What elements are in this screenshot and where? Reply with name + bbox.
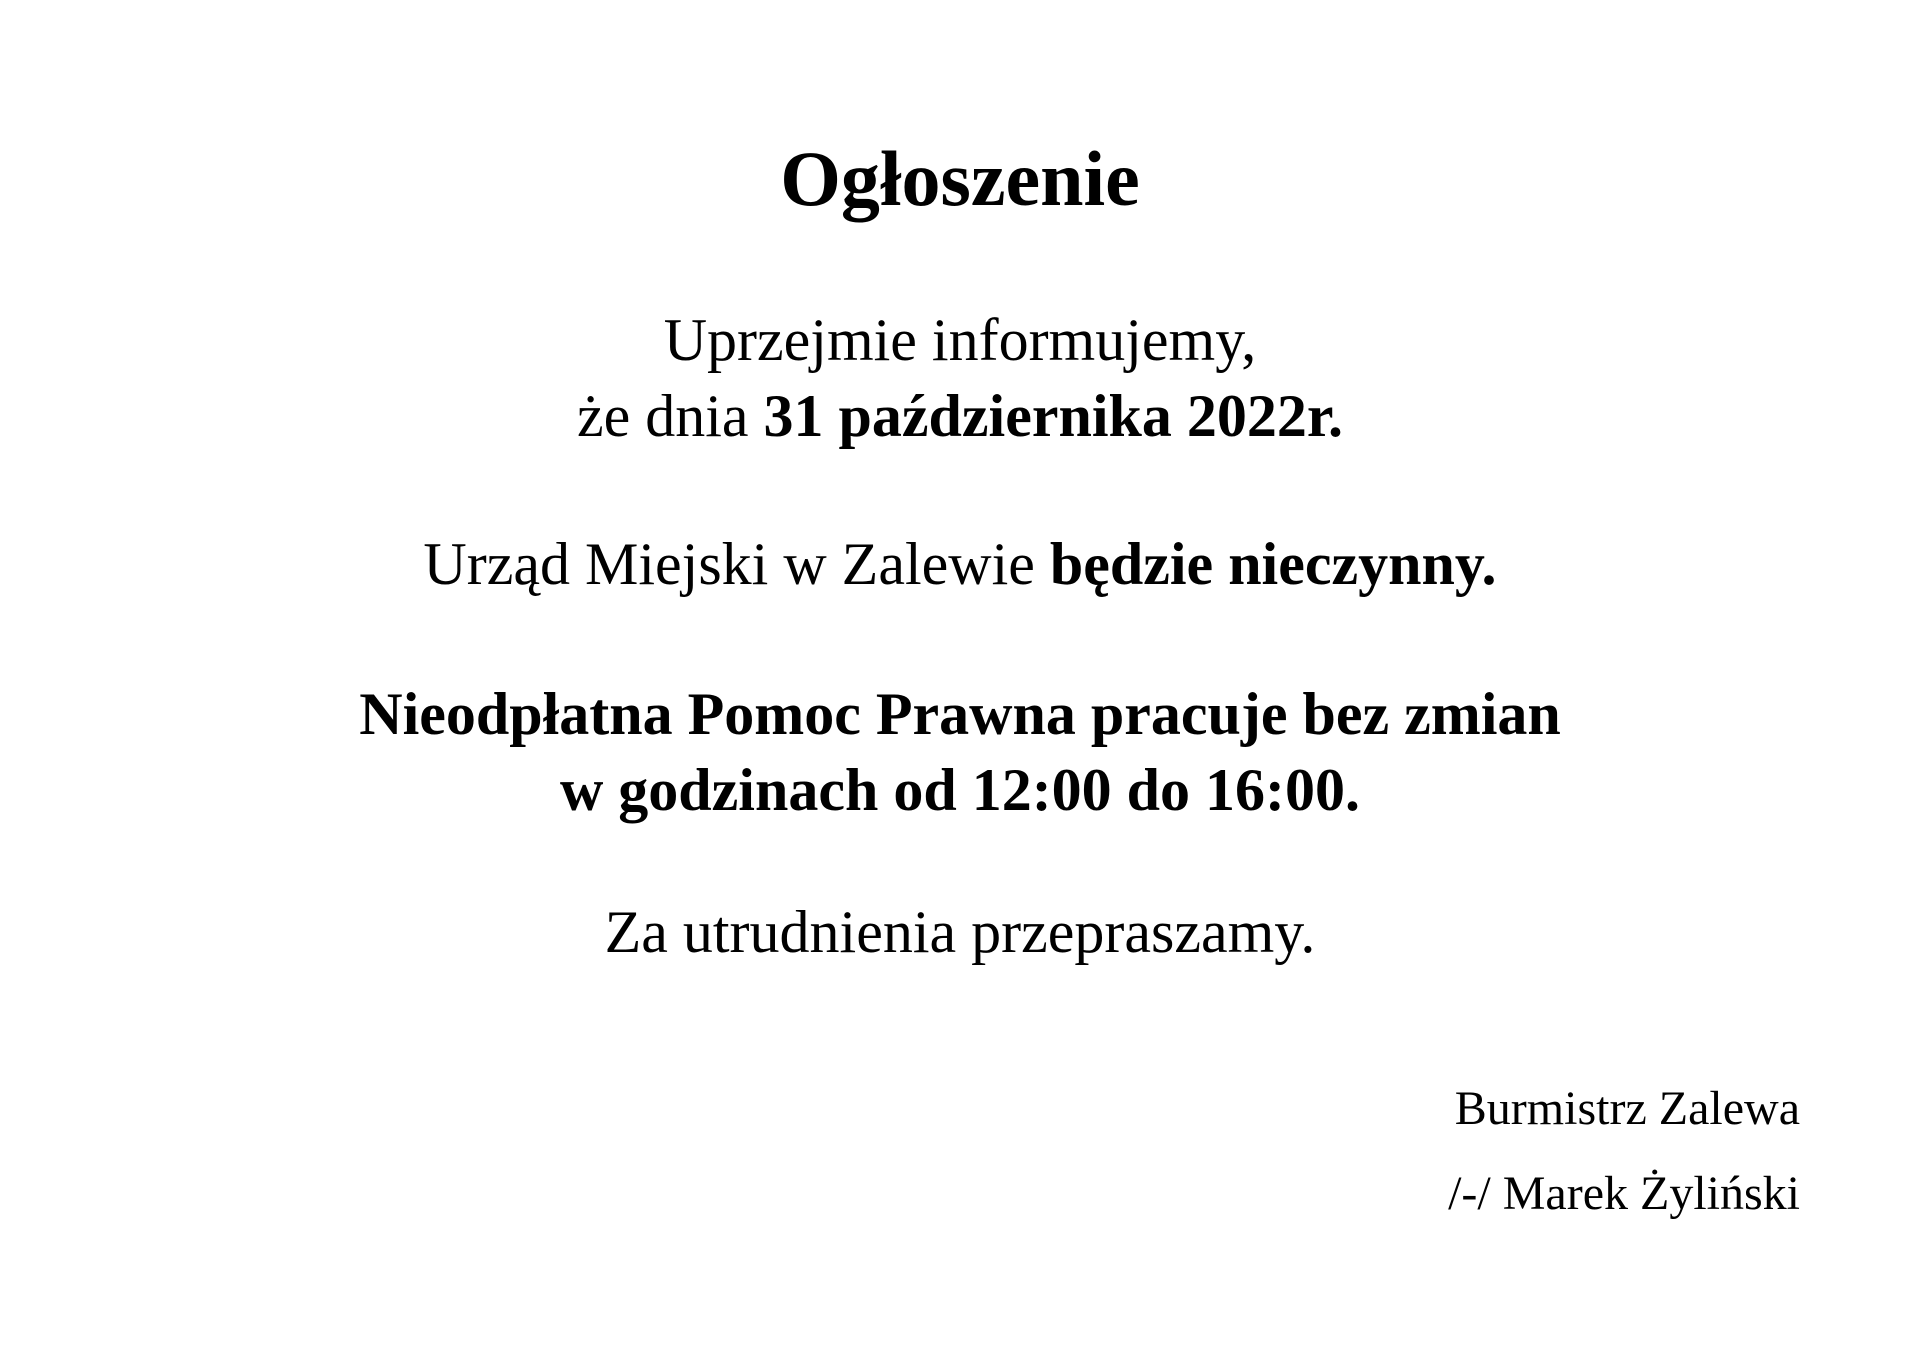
office-closed-line (0, 531, 1920, 597)
date-line (0, 383, 1920, 449)
closed-status: będzie nieczynny. (1049, 531, 1497, 597)
signature-title: Burmistrz Zalewa (1454, 1082, 1800, 1135)
intro-line: Uprzejmie informujemy, (663, 307, 1257, 373)
legal-aid-line: Nieodpłatna Pomoc Prawna pracuje bez zmian (359, 681, 1561, 747)
legal-aid-hours-line: w godzinach od 12:00 do 16:00. (559, 757, 1361, 823)
apology-line: Za utrudnienia przepraszamy. (604, 899, 1316, 965)
date-value: 31 października 2022r. (763, 383, 1344, 449)
date-line-prefix: że dnia (576, 383, 764, 449)
signature-name: /-/ Marek Żyliński (1448, 1167, 1800, 1220)
office-name: Urząd Miejski w Zalewie (423, 531, 1050, 597)
page-title: Ogłoszenie (780, 135, 1140, 222)
